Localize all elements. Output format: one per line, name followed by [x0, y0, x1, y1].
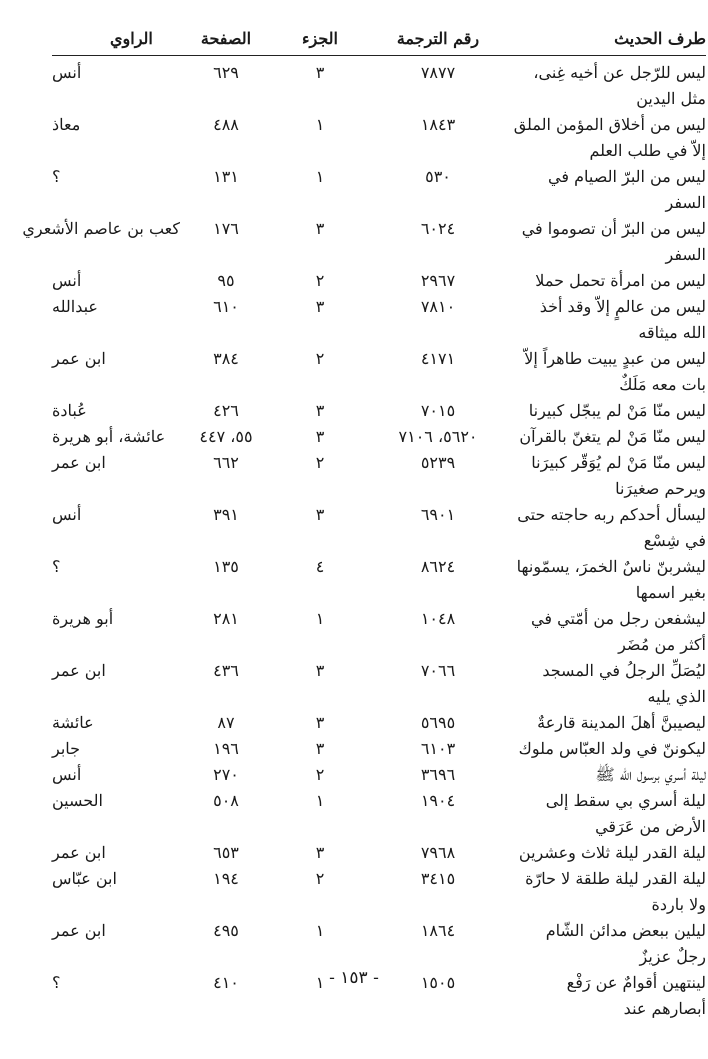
- narrator: ابن عمر: [52, 349, 106, 368]
- narrator: عائشة: [52, 713, 94, 732]
- table-row: [52, 606, 706, 658]
- juz-number: ٣: [315, 843, 325, 862]
- table-row: [52, 736, 706, 762]
- header-hadith-title: طرف الحديث: [614, 29, 706, 48]
- hadith-title: ليصيبنَّ أهلَ المدينة قارعةٌ: [537, 713, 706, 732]
- narrator: كعب بن عاصم الأشعري: [22, 219, 180, 238]
- narrator: ابن عبّاس: [52, 869, 117, 888]
- page-number-cell: ٤٣٦: [213, 661, 239, 680]
- narrator: أنس: [52, 505, 82, 524]
- hadith-title: ليس منّا مَنْ لم يتغنّ بالقرآن: [519, 427, 706, 446]
- narrator: ابن عمر: [52, 843, 106, 862]
- page-number-cell: ٤٢٦: [213, 401, 239, 420]
- tarjama-number: ١٨٤٣: [420, 115, 456, 134]
- narrator: أنس: [52, 765, 82, 784]
- narrator: أبو هريرة: [52, 609, 114, 628]
- juz-number: ١: [315, 973, 325, 992]
- hadith-title: ليكوننّ في ولد العبّاس ملوك: [518, 739, 706, 758]
- juz-number: ٣: [315, 713, 325, 732]
- hadith-title: ليلة أسري بي سقط إلى الأرض من عَرَقي: [545, 791, 706, 836]
- hadith-title: ليس منّا مَنْ لم يُوَقّر كبيرَنا ويرحم صغيرَنا: [531, 453, 706, 498]
- page-number-cell: ٢٨١: [213, 609, 239, 628]
- hadith-title: ليس من البرّ الصيام في السفر: [548, 167, 706, 212]
- table-row: [52, 450, 706, 502]
- tarjama-number: ٧٨٧٧: [420, 63, 456, 82]
- hadith-title: ليس من عالمٍ إلاّ وقد أخذ الله ميثاقه: [539, 297, 706, 342]
- tarjama-number: ٧٠١٥: [420, 401, 456, 420]
- header-divider: [52, 55, 706, 56]
- table-row: [52, 840, 706, 866]
- header-page: الصفحة: [200, 29, 252, 48]
- juz-number: ٢: [315, 349, 325, 368]
- table-row: [52, 268, 706, 294]
- page-number-cell: ٤١٠: [213, 973, 239, 992]
- hadith-title: ليشربنّ ناسٌ الخمرَ، يسمّونها بغير اسمها: [516, 557, 706, 602]
- page-number-cell: ٥٥، ٤٤٧: [199, 427, 253, 446]
- juz-number: ٣: [315, 661, 325, 680]
- table-row: [22, 216, 706, 268]
- page-number-cell: ٦٦٢: [213, 453, 239, 472]
- page-number-cell: ٨٧: [217, 713, 235, 732]
- juz-number: ١: [315, 791, 325, 810]
- table-row: [52, 424, 706, 450]
- page-number-cell: ٤٩٥: [213, 921, 239, 940]
- juz-number: ٣: [315, 219, 325, 238]
- header-tarjama-number: رقم الترجمة: [396, 29, 480, 48]
- juz-number: ٣: [315, 505, 325, 524]
- page-number-cell: ١٩٦: [213, 739, 239, 758]
- tarjama-number: ٣٤١٥: [420, 869, 456, 888]
- tarjama-number: ٥٦٢٠، ٧١٠٦: [398, 427, 478, 446]
- tarjama-number: ٤١٧١: [420, 349, 456, 368]
- juz-number: ٣: [315, 297, 325, 316]
- hadith-title: ليس من عبدٍ يبيت طاهراً إلاّ بات معه مَلَكٌ: [524, 349, 706, 394]
- tarjama-number: ٥٢٣٩: [420, 453, 456, 472]
- tarjama-number: ٨٦٢٤: [420, 557, 456, 576]
- page-number-cell: ٥٠٨: [213, 791, 239, 810]
- table-row: [52, 164, 706, 216]
- page-number-cell: ٦٢٩: [213, 63, 239, 82]
- narrator: الحسين: [52, 791, 103, 810]
- table-row: [52, 346, 706, 398]
- table-row: [52, 918, 706, 970]
- table-row: [52, 788, 706, 840]
- hadith-title: ليلة أسري برسول الله ﷺ: [595, 765, 706, 784]
- hadith-title: ليس من امرأة تحمل حملا: [535, 271, 706, 290]
- juz-number: ١: [315, 167, 325, 186]
- table-row: [52, 112, 706, 164]
- page-number-cell: ١٩٤: [213, 869, 239, 888]
- hadith-index-table: [22, 22, 706, 1022]
- page-number-cell: ١٣٥: [213, 557, 239, 576]
- narrator: عائشة، أبو هريرة: [52, 427, 166, 446]
- tarjama-number: ٣٦٩٦: [420, 765, 456, 784]
- table-row: [52, 710, 706, 736]
- tarjama-number: ٧٠٦٦: [420, 661, 456, 680]
- page-number-cell: ١٧٦: [213, 219, 239, 238]
- page-number-cell: ٩٥: [217, 271, 235, 290]
- juz-number: ١: [315, 609, 325, 628]
- page-number-cell: ٣٨٤: [213, 349, 239, 368]
- tarjama-number: ١٥٠٥: [420, 973, 456, 992]
- table-row: [52, 502, 706, 554]
- page-number-cell: ٤٨٨: [213, 115, 239, 134]
- tarjama-number: ٦١٠٣: [420, 739, 456, 758]
- table-row: [52, 866, 706, 918]
- tarjama-number: ٢٩٦٧: [420, 271, 456, 290]
- juz-number: ٢: [315, 271, 325, 290]
- narrator: أنس: [52, 271, 82, 290]
- page-number-cell: ٣٩١: [213, 505, 239, 524]
- table-row: [52, 398, 706, 424]
- header-juz: الجزء: [302, 29, 338, 48]
- narrator: ابن عمر: [52, 661, 106, 680]
- tarjama-number: ١٨٦٤: [420, 921, 456, 940]
- juz-number: ٢: [315, 765, 325, 784]
- hadith-title: ليشفعن رجل من أمّتي في أكثر من مُضَر: [531, 609, 706, 654]
- juz-number: ٣: [315, 427, 325, 446]
- hadith-title: ليُصَلِّ الرجلُ في المسجد الذي يليه: [542, 661, 706, 706]
- juz-number: ٣: [315, 739, 325, 758]
- table-row: [52, 658, 706, 710]
- narrator: ؟: [52, 557, 61, 576]
- hadith-title: ليلة القدر ليلة ثلاث وعشرين: [518, 843, 706, 862]
- page-number-cell: ٦١٠: [213, 297, 239, 316]
- table-row: [52, 762, 706, 788]
- table-row: [52, 60, 706, 112]
- page-number-cell: ٢٧٠: [213, 765, 239, 784]
- juz-number: ٢: [315, 453, 325, 472]
- juz-number: ٢: [315, 869, 325, 888]
- table-header: [52, 22, 706, 55]
- tarjama-number: ٧٨١٠: [420, 297, 456, 316]
- hadith-title: ليسأل أحدكم ربه حاجته حتى في شِسْع: [517, 505, 706, 550]
- tarjama-number: ٦٩٠١: [420, 505, 456, 524]
- page-number-cell: ٦٥٣: [213, 843, 239, 862]
- hadith-title: ليلة القدر ليلة طلقة لا حارّة ولا باردة: [525, 869, 706, 914]
- juz-number: ٣: [315, 63, 325, 82]
- narrator: ابن عمر: [52, 921, 106, 940]
- juz-number: ٣: [315, 401, 325, 420]
- hadith-title: لينتهين أقوامٌ عن رَفْع أبصارهم عند: [566, 973, 706, 1018]
- table-row: [52, 294, 706, 346]
- narrator: ؟: [52, 167, 61, 186]
- narrator: عبدالله: [52, 297, 98, 316]
- narrator: ؟: [52, 973, 61, 992]
- header-narrator: الراوي: [110, 29, 153, 48]
- tarjama-number: ٦٠٢٤: [420, 219, 456, 238]
- tarjama-number: ١٩٠٤: [420, 791, 456, 810]
- narrator: أنس: [52, 63, 82, 82]
- narrator: ابن عمر: [52, 453, 106, 472]
- table-body: [22, 60, 706, 1022]
- hadith-title: ليس من أخلاق المؤمن الملق إلاّ في طلب العلم: [513, 115, 706, 160]
- hadith-title: ليس للرّجل عن أخيه غِنى، مثل اليدين: [533, 63, 706, 108]
- tarjama-number: ٥٣٠: [425, 167, 451, 186]
- hadith-title: ليس منّا مَنْ لم يبجّل كبيرنا: [528, 401, 706, 420]
- hadith-title: ليس من البرّ أن تصوموا في السفر: [521, 219, 706, 264]
- table-row: [52, 554, 706, 606]
- narrator: عُبادة: [52, 401, 87, 420]
- juz-number: ١: [315, 921, 325, 940]
- juz-number: ٤: [315, 557, 325, 576]
- tarjama-number: ١٠٤٨: [420, 609, 456, 628]
- tarjama-number: ٧٩٦٨: [420, 843, 456, 862]
- narrator: جابر: [52, 739, 81, 758]
- tarjama-number: ٥٦٩٥: [420, 713, 456, 732]
- juz-number: ١: [315, 115, 325, 134]
- page-number-cell: ١٣١: [213, 167, 239, 186]
- page-number: - ١٥٣ -: [329, 968, 379, 988]
- hadith-title: ليلين ببعض مدائن الشّام رجلٌ عزيزٌ: [545, 921, 706, 966]
- narrator: معاذ: [52, 115, 81, 134]
